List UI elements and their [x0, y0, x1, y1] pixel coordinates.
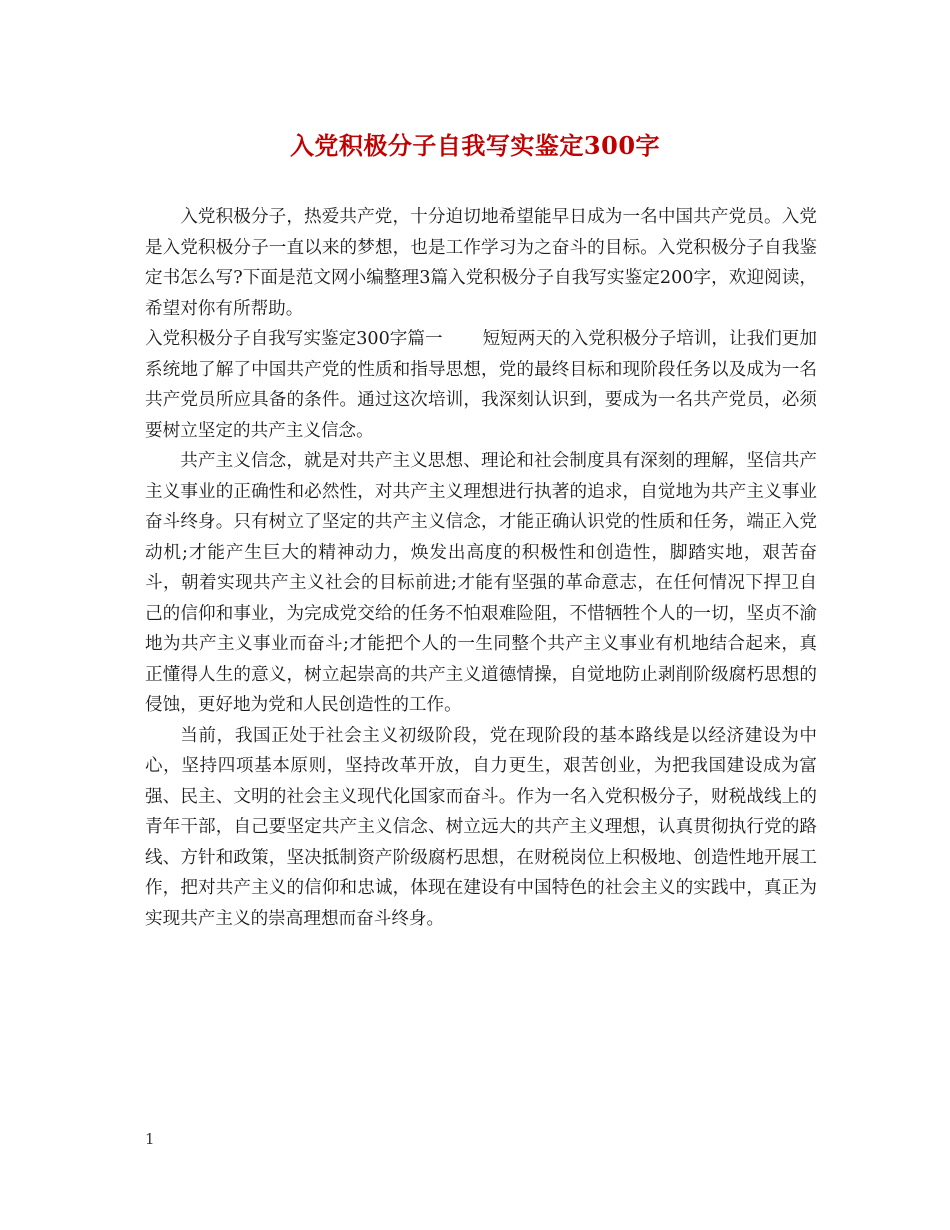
section-one-paragraph — [145, 324, 817, 446]
intro-paragraph: 入党积极分子，热爱共产党，十分迫切地希望能早日成为一名中国共产党员。入党是入党积极分子一直以来的梦想，也是工作学习为之奋斗的目标。入党积极分子自我鉴定书怎么写?下面是范文网小编整理3篇入党积极分子自我写实鉴定200字，欢迎阅读，希望对你有所帮助。 — [145, 207, 817, 319]
section-heading: 入党积极分子自我写实鉴定300字篇一 — [145, 329, 443, 349]
document-body — [145, 202, 817, 934]
current-stage-paragraph: 当前，我国正处于社会主义初级阶段，党在现阶段的基本路线是以经济建设为中心，坚持四项基本原则，坚持改革开放，自力更生，艰苦创业，为把我国建设成为富强、民主、文明的社会主义现代化国家而奋斗。作为一名入党积极分子，财税战线上的青年干部，自己要坚定共产主义信念、树立远大的共产主义理想，认真贯彻执行党的路线、方针和政策，坚决抵制资产阶级腐朽思想，在财税岗位上积极地、创造性地开展工作，把对共产主义的信仰和忠诚，体现在建设有中国特色的社会主义的实践中，真正为实现共产主义的崇高理想而奋斗终身。 — [145, 725, 817, 929]
document-title: 入党积极分子自我写实鉴定300字 — [289, 131, 661, 160]
page-number: 1 — [145, 1130, 155, 1148]
section-one-text: 短短两天的入党积极分子培训，让我们更加系统地了解了中国共产党的性质和指导思想，党的最终目标和现阶段任务以及成为一名共产党员所应具备的条件。通过这次培训，我深刻认识到，要成为一名共产党员，必须要树立坚定的共产主义信念。 — [145, 329, 817, 441]
belief-paragraph: 共产主义信念，就是对共产主义思想、理论和社会制度具有深刻的理解，坚信共产主义事业的正确性和必然性，对共产主义理想进行执著的追求，自觉地为共产主义事业奋斗终身。只有树立了坚定的共产主义信念，才能正确认识党的性质和任务，端正入党动机;才能产生巨大的精神动力，焕发出高度的积极性和创造性，脚踏实地，艰苦奋斗，朝着实现共产主义社会的目标前进;才能有坚强的革命意志，在任何情况下捍卫自己的信仰和事业，为完成党交给的任务不怕艰难险阻，不惜牺牲个人的一切，坚贞不渝地为共产主义事业而奋斗;才能把个人的一生同整个共产主义事业有机地结合起来，真正懂得人生的意义，树立起崇高的共产主义道德情操，自觉地防止剥削阶级腐朽思想的侵蚀，更好地为党和人民创造性的工作。 — [145, 451, 817, 715]
